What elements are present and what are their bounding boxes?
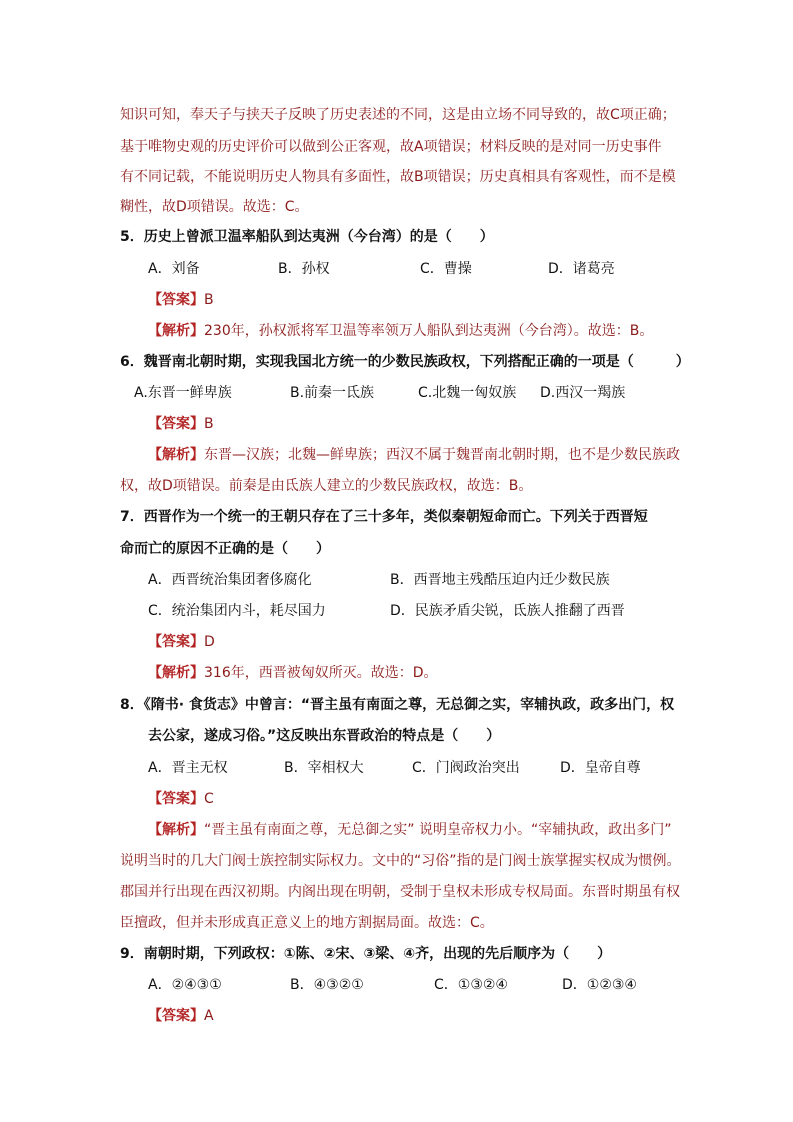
question-5-analysis [148,322,653,340]
analysis-tag: 【解析】 [148,665,204,681]
question-7-stem-line-1: 7．西晋作为一个统一的王朝只存在了三十多年，类似秦朝短命而亡。下列关于西晋短 [120,509,648,525]
answer-value: D [204,634,215,650]
question-6-analysis [148,446,680,464]
question-7-option-c: C．统治集团内斗，耗尽国力 [148,603,326,619]
question-6-answer [148,415,214,433]
question-8-stem-line-1: 8．《隋书· 食货志》中曾言：“晋主虽有南面之尊，无总御之实，宰辅执政，政多出门，权 [120,697,675,713]
question-6-option-b: B.前秦一氐族 [290,385,375,401]
question-7-analysis [148,664,438,682]
question-7-stem-line-2: 命而亡的原因不正确的是（ ） [120,541,330,557]
question-7-option-b: B．西晋地主残酷压迫内迁少数民族 [390,572,610,588]
analysis-tag: 【解析】 [148,822,204,838]
question-5-answer [148,291,214,309]
answer-value: B [204,416,214,432]
question-5-option-d: D．诸葛亮 [548,261,615,277]
intro-line-2: 基于唯物史观的历史评价可以做到公正客观，故A项错误；材料反映的是对同一历史事件 [120,139,662,155]
question-5-option-b: B．孙权 [278,261,330,277]
question-6-option-d: D.西汉一羯族 [540,385,626,401]
question-8-stem-line-2: 去公家，遂成习俗。”这反映出东晋政治的特点是（ ） [148,728,501,744]
question-6-option-c: C.北魏一匈奴族 [418,385,517,401]
answer-value: C [204,791,214,807]
question-8-analysis-line-3: 郡国并行出现在西汉初期。内阁出现在明朝，受制于皇权未形成专权局面。东晋时期虽有权 [120,884,680,900]
answer-tag: 【答案】 [148,634,204,650]
intro-line-4: 糊性，故D项错误。故选：C。 [120,199,309,215]
question-8-option-c: C．门阀政治突出 [412,760,520,776]
analysis-tag: 【解析】 [148,323,204,339]
analysis-text: 316年，西晋被匈奴所灭。故选：D。 [204,665,438,681]
intro-line-3: 有不同记载，不能说明历史人物具有多面性，故B项错误；历史真相具有客观性，而不是模 [120,169,676,185]
question-9-option-b: B．④③②① [290,977,364,993]
question-9-stem: 9．南朝时期，下列政权：①陈、②宋、③梁、④齐，出现的先后顺序为（ ） [120,946,612,962]
question-9-option-c: C．①③②④ [434,977,508,993]
question-8-option-d: D．皇帝自尊 [560,760,641,776]
analysis-text: 东晋—汉族；北魏—鲜卑族；西汉不属于魏晋南北朝时期，也不是少数民族政 [204,447,680,463]
question-8-analysis-line-4: 臣擅政，但并未形成真正意义上的地方割据局面。故选：C。 [120,915,494,931]
answer-value: A [204,1008,214,1024]
question-9-option-a: A．②④③① [148,977,222,993]
question-7-option-d: D．民族矛盾尖锐，氐族人推翻了西晋 [390,603,625,619]
intro-line-1: 知识可知，奉天子与挟天子反映了历史表述的不同，这是由立场不同导致的，故C项正确； [120,107,676,123]
answer-tag: 【答案】 [148,292,204,308]
analysis-tag: 【解析】 [148,447,204,463]
analysis-text: 230年，孙权派将军卫温等率领万人船队到达夷洲（今台湾）。故选：B。 [204,323,654,339]
analysis-text: “晋主虽有南面之尊，无总御之实” 说明皇帝权力小。“宰辅执政，政出多门” [204,822,672,838]
question-8-answer [148,790,214,808]
question-7-option-a: A．西晋统治集团奢侈腐化 [148,572,312,588]
answer-tag: 【答案】 [148,416,204,432]
question-6-stem: 6．魏晋南北朝时期，实现我国北方统一的少数民族政权，下列搭配正确的一项是（ ） [120,354,690,370]
answer-tag: 【答案】 [148,1008,204,1024]
question-8-analysis [148,821,671,839]
question-8-analysis-line-2: 说明当时的几大门阀士族控制实际权力。文中的“习俗”指的是门阀士族掌握实权成为惯例。 [120,853,681,869]
question-8-option-b: B．宰相权大 [284,760,364,776]
question-5-option-c: C．曹操 [420,261,472,277]
question-6-analysis-line-2: 权，故D项错误。前秦是由氐族人建立的少数民族政权，故选：B。 [120,478,533,494]
question-5-stem: 5．历史上曾派卫温率船队到达夷洲（今台湾）的是（ ） [120,229,494,245]
question-9-option-d: D．①②③④ [562,977,637,993]
question-5-option-a: A．刘备 [148,261,200,277]
question-8-option-a: A．晋主无权 [148,760,228,776]
answer-tag: 【答案】 [148,791,204,807]
answer-value: B [204,292,214,308]
question-7-answer [148,633,215,651]
question-9-answer [148,1007,214,1025]
question-6-option-a: A.东晋一鲜卑族 [134,385,232,401]
